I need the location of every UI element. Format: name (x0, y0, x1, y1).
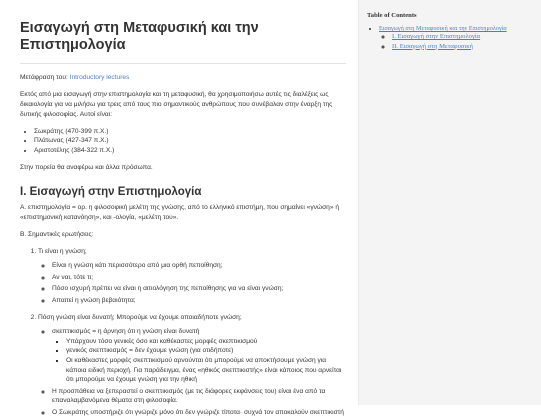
list-item: • Σωκράτης (470-399 π.Χ.) (34, 127, 346, 137)
list-item: ◦ Η προσπάθεια να ξεπεραστεί ο σκεπτικισμός (με τις διάφορες εκφάνσεις του) είναι ένα από τα επαναλαμβανόμενα θέματα στη φιλοσοφία. (52, 387, 346, 406)
questions-list (20, 247, 346, 417)
section-heading: I. Εισαγωγή στην Επιστημολογία (20, 185, 202, 198)
question-1: Τι είναι η γνώση; (38, 247, 87, 255)
toc-link-epistemology[interactable]: I. Εισαγωγή στην Επιστημολογία (392, 33, 481, 40)
list-item (38, 247, 346, 306)
question-1-sublist (38, 261, 346, 305)
toc-item (379, 25, 541, 51)
list-item (38, 313, 346, 417)
list-item: • Πλάτωνας (427-347 π.Χ.) (34, 136, 346, 146)
list-item: ◦ Είναι η γνώση κάτι περισσότερο από μια ορθή πεποίθηση; (52, 261, 346, 271)
list-item: ◦ Απαιτεί η γνώση βεβαιότητα; (52, 296, 346, 306)
list-item: ▪ Οι καθέκαστες μορφές σκεπτικισμού αρνούνται ότι μπορούμε να αποκτήσουμε γνώση για κάποια ειδική περιοχή. Για παράδειγμα, ένας «ηθικός σκεπτικιστής» είναι κάποιος που αρνείται ότι μπορούμε να έχουμε γνώση για την ηθική (66, 356, 346, 385)
toc-title: Table of Contents (367, 12, 417, 19)
definition-b: Β. Σημαντικές ερωτήσεις: (20, 230, 94, 238)
definition-a: Α. επιστημολογία = ορ. η φιλοσοφική μελέτη της γνώσης, από το ελληνικό επιστήμη, που σημαίνει «γνώση» ή «επιστημονική κατανόηση», και -ολογία, «μελέτη του». (20, 203, 339, 221)
question-2-sublist (38, 327, 346, 417)
after-list-paragraph: Στην πορεία θα αναφέρω και άλλα πρόσωπα. (20, 163, 153, 171)
list-item: • Αριστοτέλης (384-322 π.Χ.) (34, 146, 346, 156)
page-title: Εισαγωγή στη Μεταφυσική και την Επιστημολογία (20, 20, 259, 54)
toc-item (392, 42, 541, 52)
philosophers-list (20, 127, 346, 156)
toc-link-main[interactable]: Εισαγωγή στη Μεταφυσική και την Επιστημολογία (379, 25, 507, 32)
title-divider (20, 63, 346, 64)
translation-link[interactable]: Introductory lectures (69, 73, 130, 81)
sidebar (358, 0, 541, 405)
toc-sublist (379, 32, 541, 51)
skepticism-definition: σκεπτικισμός = η άρνηση ότι η γνώση είναι δυνατή (52, 328, 200, 336)
toc-link-metaphysics[interactable]: II. Εισαγωγή στη Μεταφυσική (392, 42, 473, 50)
list-item (52, 327, 346, 385)
list-item: ◦ Ο Σωκράτης υποστήριζε ότι γνώριζε μόνο ότι δεν γνώριζε τίποτα· συχνά τον αποκαλούν σκεπτικιστή (52, 408, 346, 417)
list-item: ◦ Αν ναι, τότε τι; (52, 273, 346, 283)
list-item: ◦ Πόσο ισχυρή πρέπει να είναι η αιτιολόγηση της πεποίθησης για να είναι γνώση; (52, 284, 346, 294)
article-content (20, 0, 346, 416)
translation-label: Μετάφραση του: (20, 73, 68, 81)
list-item: ▪ Υπάρχουν τόσο γενικές όσο και καθέκαστες μορφές σκεπτικισμού (66, 337, 346, 347)
skepticism-sublist (52, 337, 346, 385)
intro-paragraph: Εκτός από μια εισαγωγή στην επιστημολογία και τη μεταφυσική, θα χρησιμοποιήσω αυτές τις διαλέξεις ως δικαιολογία για να μιλήσω για τρεις από τους πιο σημαντικούς ανθρώπους που συνέβαλαν στην έναρξη της δυτικής φιλοσοφίας. Αυτοί είναι: (20, 90, 333, 118)
toc-item (392, 32, 541, 42)
question-2: Πόση γνώση είναι δυνατή; Μπορούμε να έχουμε οποιαδήποτε γνώση; (38, 313, 242, 321)
translation-line (20, 73, 346, 83)
list-item: ▪ γενικός σκεπτικισμός = δεν έχουμε γνώση (για οτιδήποτε) (66, 346, 346, 356)
table-of-contents (359, 25, 541, 51)
